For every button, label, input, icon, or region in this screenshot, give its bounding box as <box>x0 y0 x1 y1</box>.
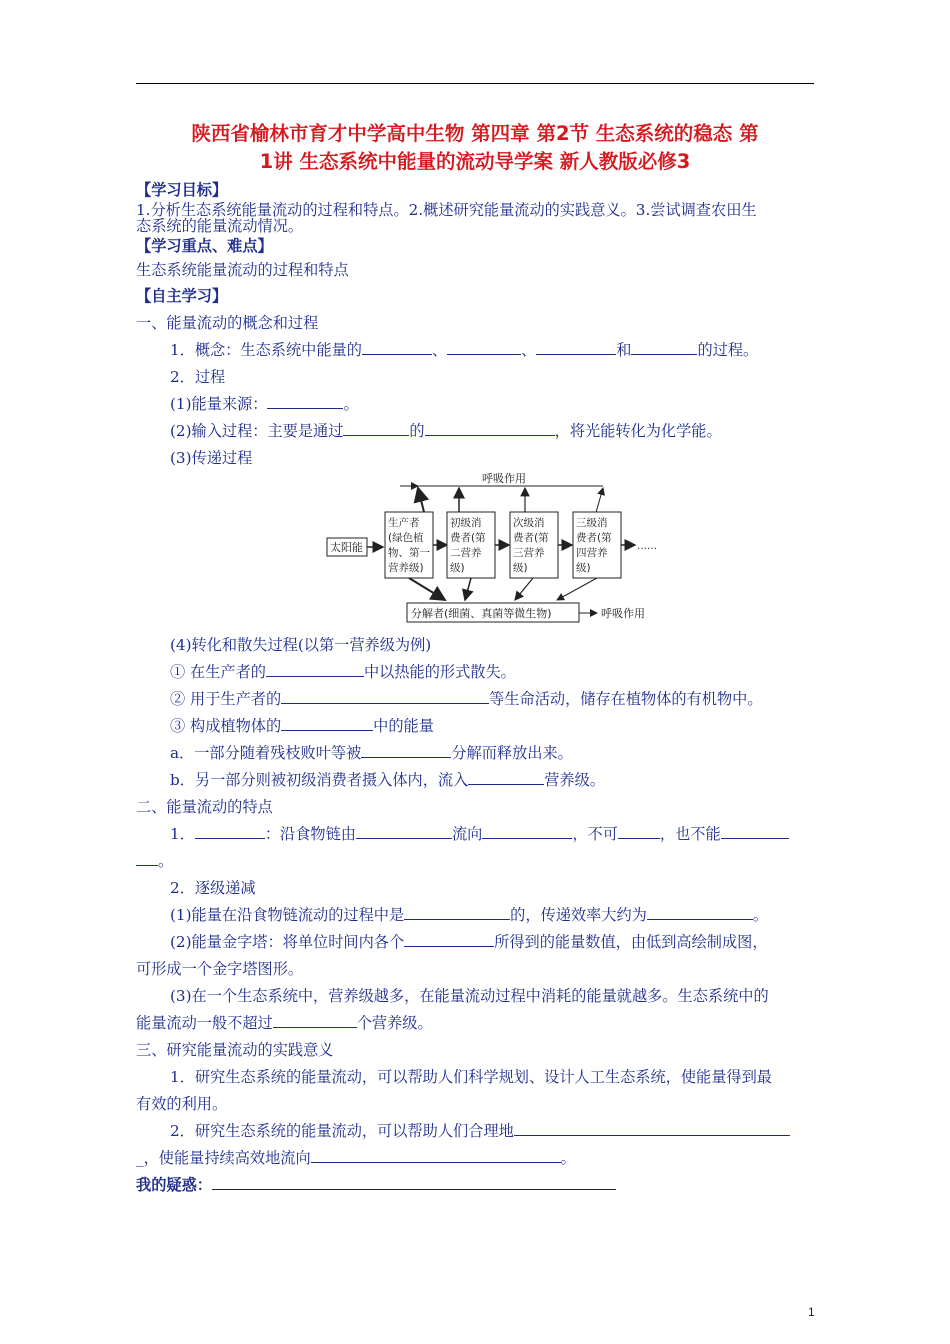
input-process-line: (2)输入过程：主要是通过 的 ，将光能转化为化学能。 <box>170 422 722 440</box>
primary-line-2: 费者(第 <box>450 532 486 544</box>
transfer-heading: (3)传递过程 <box>170 449 253 467</box>
trophic-levels-continuation: 能量流动一般不超过 个营养级。 <box>136 1014 433 1032</box>
pyramid-line: (2)能量金字塔：将单位时间内各个 所得到的能量数值，由低到高绘制成图， <box>170 933 768 951</box>
tertiary-line-3: 四营养 <box>576 547 608 559</box>
fill-blank[interactable] <box>514 1121 790 1136</box>
fill-blank[interactable] <box>311 1148 561 1163</box>
fill-blank[interactable] <box>721 824 789 839</box>
title-line-1: 陕西省榆林市育才中学高中生物 第四章 第2节 生态系统的稳态 第 <box>191 122 759 145</box>
fill-blank[interactable] <box>281 689 489 704</box>
document-title <box>136 120 814 176</box>
producer-line-4: 营养级) <box>388 562 424 574</box>
fill-blank[interactable] <box>273 1013 357 1028</box>
fill-blank[interactable] <box>618 824 660 839</box>
producer-line-3: 物、第一 <box>388 547 430 559</box>
header-rule <box>136 83 814 84</box>
section-1-heading: 一、能量流动的概念和过程 <box>136 314 319 332</box>
page-number: 1 <box>808 1305 815 1319</box>
primary-line-4: 级) <box>450 562 465 574</box>
pyramid-continuation: 可形成一个金字塔图形。 <box>136 960 304 978</box>
concept-line: 1．概念：生态系统中能量的 、 、 和 的过程。 <box>170 341 759 359</box>
fill-blank[interactable] <box>482 824 572 839</box>
sun-label: 太阳能 <box>330 541 363 554</box>
section-3-heading: 三、研究能量流动的实践意义 <box>136 1041 334 1059</box>
secondary-line-4: 级) <box>513 562 528 574</box>
keypoints-heading: 【学习重点、难点】 <box>136 237 273 255</box>
process-heading: 2．过程 <box>170 368 226 386</box>
significance-2-line: 2．研究生态系统的能量流动，可以帮助人们合理地 <box>170 1121 790 1141</box>
fill-blank[interactable] <box>425 421 555 436</box>
tertiary-line-4: 级) <box>576 562 591 574</box>
respiration-label-top: 呼吸作用 <box>482 472 526 485</box>
producer-line-2: (绿色植 <box>388 532 424 544</box>
fill-blank[interactable] <box>404 905 510 920</box>
secondary-line-2: 费者(第 <box>513 532 549 544</box>
fill-blank[interactable] <box>404 932 494 947</box>
doubts-input[interactable] <box>212 1175 616 1190</box>
fill-blank[interactable] <box>343 421 409 436</box>
decrease-heading: 2．逐级递减 <box>170 879 256 897</box>
fill-blank[interactable] <box>447 340 521 355</box>
fill-blank[interactable] <box>536 340 616 355</box>
fill-blank[interactable] <box>361 743 451 758</box>
fill-blank[interactable] <box>281 716 373 731</box>
secondary-line-3: 三营养 <box>513 547 545 559</box>
fill-blank[interactable] <box>647 905 753 920</box>
significance-1-line: 1．研究生态系统的能量流动，可以帮助人们科学规划、设计人工生态系统，使能量得到最 <box>170 1068 772 1086</box>
feature-1-continuation: 。 <box>136 851 173 871</box>
self-study-heading: 【自主学习】 <box>136 287 228 305</box>
objectives-line-1: 1.分析生态系统能量流动的过程和特点。2.概述研究能量流动的实践意义。3.尝试调查农田生 <box>136 201 757 219</box>
keypoints-text: 生态系统能量流动的过程和特点 <box>136 261 349 279</box>
fill-blank[interactable] <box>266 662 364 677</box>
conversion-heading: (4)转化和散失过程(以第一营养级为例) <box>170 636 432 654</box>
respiration-label-right: 呼吸作用 <box>601 607 645 620</box>
tertiary-line-1: 三级消 <box>576 517 608 529</box>
significance-1-continuation: 有效的利用。 <box>136 1095 228 1113</box>
objectives-heading: 【学习目标】 <box>136 181 228 199</box>
item-2-line: ② 用于生产者的 等生命活动，储存在植物体的有机物中。 <box>170 690 763 708</box>
primary-line-3: 二营养 <box>450 547 482 559</box>
fill-blank[interactable] <box>468 770 544 785</box>
fill-blank[interactable] <box>362 340 432 355</box>
feature-1-line: 1． ：沿食物链由 流向 ，不可 ，也不能 <box>170 824 789 844</box>
fill-blank[interactable] <box>195 824 265 839</box>
objectives-line-2: 态系统的能量流动情况。 <box>136 217 304 235</box>
item-a-line: a．一部分随着残枝败叶等被 分解而释放出来。 <box>170 744 573 762</box>
doubts-label: 我的疑惑： <box>136 1176 212 1194</box>
fill-blank[interactable] <box>631 340 697 355</box>
primary-line-1: 初级消 <box>450 517 482 529</box>
fill-blank[interactable] <box>267 394 343 409</box>
producer-decomposer-arrow <box>409 578 445 600</box>
title-line-2: 1讲 生态系统中能量的流动导学案 新人教版必修3 <box>259 150 691 173</box>
item-3-line: ③ 构成植物体的 中的能量 <box>170 717 434 735</box>
decrease-1-line: (1)能量在沿食物链流动的过程中是 的，传递效率大约为 。 <box>170 906 769 924</box>
section-2-heading: 二、能量流动的特点 <box>136 798 273 816</box>
producer-line-1: 生产者 <box>388 517 420 529</box>
significance-2-continuation: _，使能量持续高效地流向 。 <box>136 1149 576 1167</box>
secondary-line-1: 次级消 <box>513 517 545 529</box>
fill-blank[interactable] <box>356 824 452 839</box>
ellipsis-label: …… <box>637 541 657 552</box>
tertiary-line-2: 费者(第 <box>576 532 612 544</box>
doubts-line <box>136 1175 616 1195</box>
decomposer-label: 分解者(细菌、真菌等微生物) <box>411 607 552 620</box>
item-1-line: ① 在生产者的 中以热能的形式散失。 <box>170 663 516 681</box>
fill-blank[interactable] <box>136 851 158 866</box>
item-b-line: b．另一部分则被初级消费者摄入体内，流入 营养级。 <box>170 771 606 789</box>
trophic-levels-line: (3)在一个生态系统中，营养级越多，在能量流动过程中消耗的能量就越多。生态系统中的 <box>170 987 769 1005</box>
energy-source-line: (1)能量来源： 。 <box>170 395 359 413</box>
energy-flow-diagram <box>325 466 665 626</box>
